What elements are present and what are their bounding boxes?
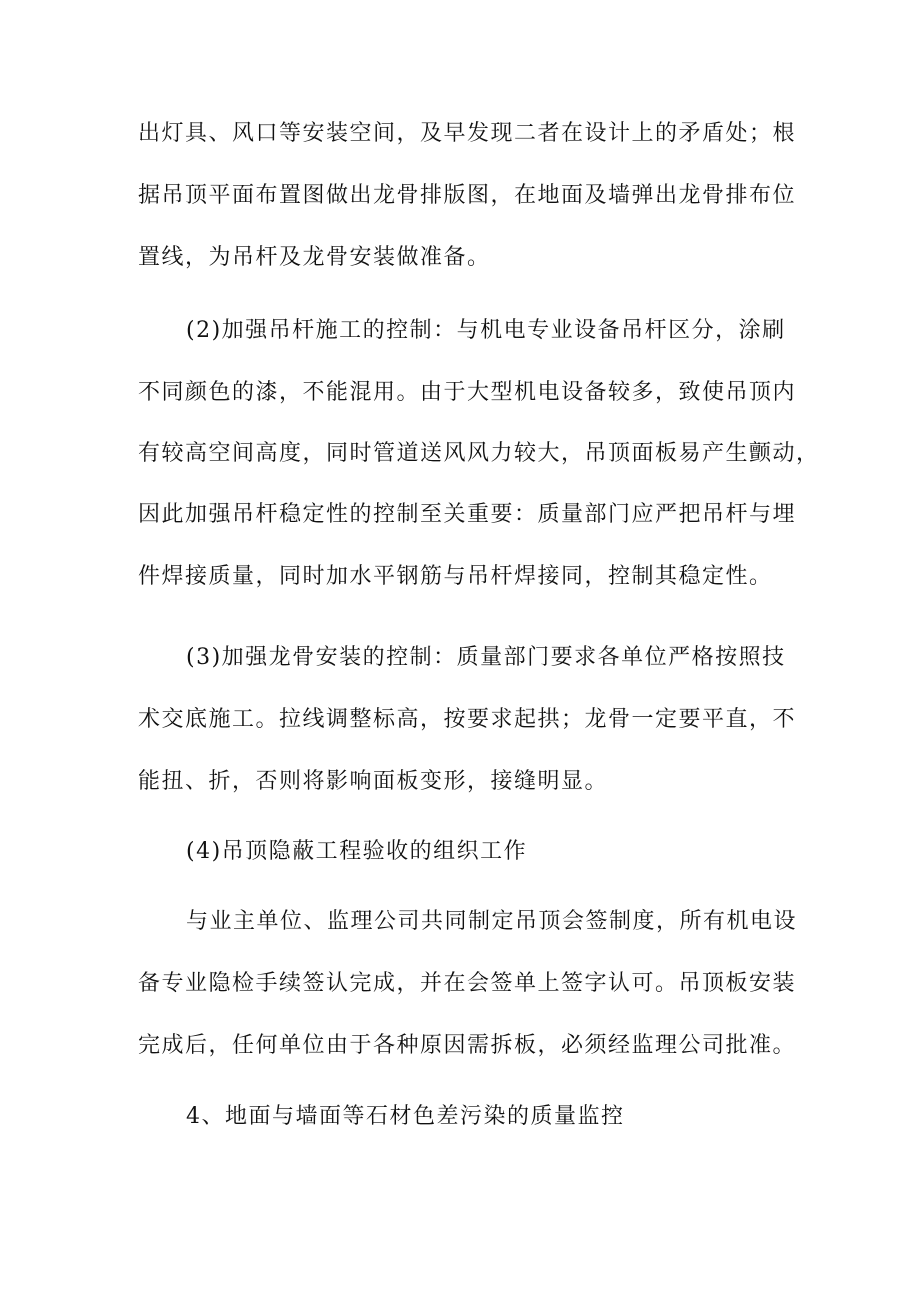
text-line: 不同颜色的漆，不能混用。由于大型机电设备较多，致使吊顶内 — [138, 380, 797, 405]
text-line: 完成后，任何单位由于各种原因需拆板，必须经监理公司批准。 — [138, 1033, 797, 1058]
section-heading: 4、地面与墙面等石材色差污染的质量监控 — [186, 1104, 625, 1129]
text-line: 术交底施工。拉线调整标高，按要求起拱；龙骨一定要平直，不 — [138, 707, 797, 732]
text-line: 件焊接质量，同时加水平钢筋与吊杆焊接同，控制其稳定性。 — [138, 564, 773, 589]
text-line: 有较高空间高度，同时管道送风风力较大，吊顶面板易产生颤动， — [138, 441, 820, 466]
text-line: 置线，为吊杆及龙骨安装做准备。 — [138, 245, 491, 270]
text-line: 与业主单位、监理公司共同制定吊顶会签制度，所有机电设 — [186, 909, 798, 934]
text-line: 出灯具、风口等安装空间，及早发现二者在设计上的矛盾处；根 — [138, 121, 797, 146]
text-line: 因此加强吊杆稳定性的控制至关重要：质量部门应严把吊杆与埋 — [138, 502, 797, 527]
text-line: 能扭、折，否则将影响面板变形，接缝明显。 — [138, 769, 609, 794]
text-line: 备专业隐检手续签认完成，并在会签单上签字认可。吊顶板安装 — [138, 971, 797, 996]
text-line: 据吊顶平面布置图做出龙骨排版图，在地面及墙弹出龙骨排布位 — [138, 183, 797, 208]
paragraph-heading: (3)加强龙骨安装的控制：质量部门要求各单位严格按照技 — [186, 645, 786, 670]
paragraph-heading: (4)吊顶隐蔽工程验收的组织工作 — [186, 839, 528, 864]
paragraph-heading: (2)加强吊杆施工的控制：与机电专业设备吊杆区分，涂刷 — [186, 318, 786, 343]
